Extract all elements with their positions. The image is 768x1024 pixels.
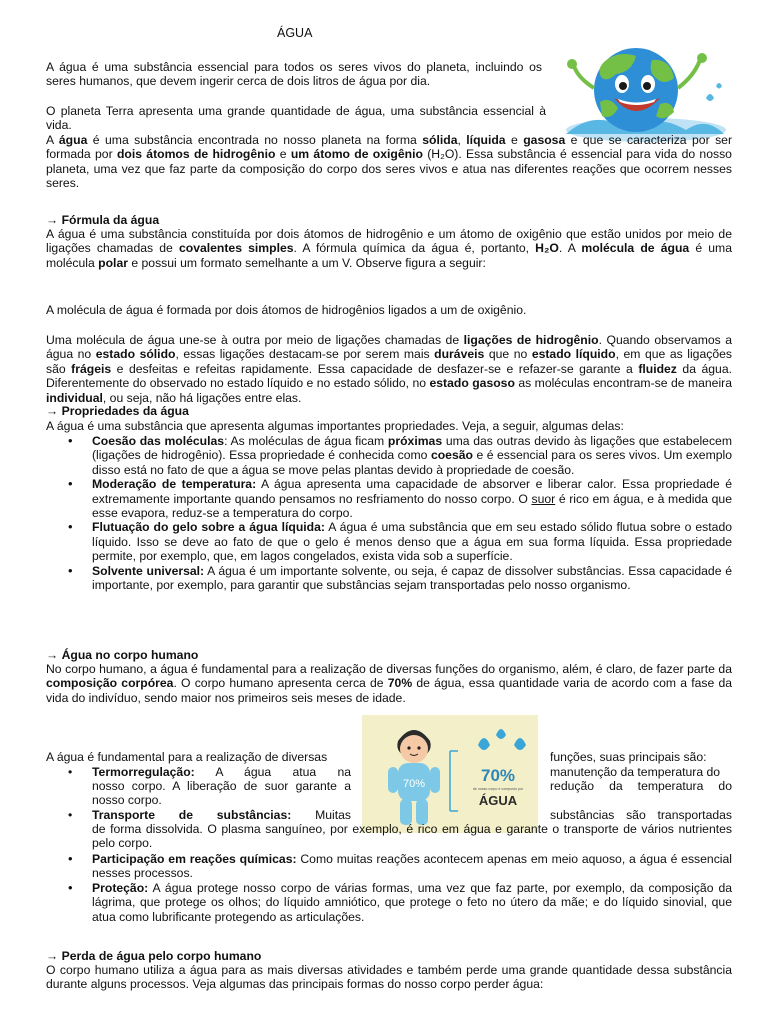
body-water-infographic [362, 715, 538, 833]
transport-rest: de forma dissolvida. O plasma sanguíneo, por exemplo, é rico em água e garante o transporte de vários nutrientes pelo corpo. [92, 822, 732, 851]
infographic-caption: de nosso corpo é composto por [472, 787, 524, 791]
thermo-line-2: nosso corpo. A liberação de suor garante a [92, 779, 351, 793]
list-item-reactions: • Participação em reações químicas: Como muitas reações acontecem apenas em meio aquoso, a água é essencial nesses processos. [46, 852, 732, 881]
thermo-line-3: nosso corpo. [92, 793, 162, 807]
intro-paragraph-1: A água é uma substância essencial para todos os seres vivos do planeta, incluindo os seres humanos, que devem ingerir cerca de dois litros de água por dia. [46, 60, 542, 89]
thermo-right-1: manutenção da temperatura do [550, 765, 721, 779]
page-title: ÁGUA [277, 26, 313, 40]
body-percent-label: 70% [402, 778, 426, 790]
thermo-line-1: Termorregulação: A água atua na [92, 765, 351, 779]
functions-intro-left: A água é fundamental para a realização de diversas [46, 750, 328, 764]
properties-intro: A água é uma substância que apresenta algumas importantes propriedades. Veja, a seguir, algumas delas: [46, 419, 624, 433]
list-item-cohesion: • Coesão das moléculas: As moléculas de água ficam próximas uma das outras devido às ligações que estabelecem (ligações de hidrogênio). Essa propriedade é conhecida como coesão e é essencial para os seres vivos. Um exemplo disso está no fato de que a água se move pelas plantas devido à propriedade de coesão. [46, 434, 732, 477]
list-item-ice: • Flutuação do gelo sobre a água líquida: A água é uma substância que em seu estado sólido flutua sobre o estado líquido. Isso se deve ao fato de que o gelo é menos denso que a água em sua forma líquida. Essa propriedade permite, por exemplo, que, em lagos congelados, exista vida sob a superfície. [46, 520, 732, 563]
loss-paragraph: O corpo humano utiliza a água para as mais diversas atividades e também perde uma grande quantidade dessa substância durante alguns processos. Veja algumas das principais formas do nosso corpo perder água: [46, 963, 732, 992]
thermo-right-2: redução da temperatura do [550, 779, 732, 793]
bullet-thermo: • [68, 765, 73, 779]
intro-paragraph-3: A água é uma substância encontrada no nosso planeta na forma sólida, líquida e gasosa e que se caracteriza por ser formada por dois átomos de hidrogênio e um átomo de oxigênio (H₂O). Essa substância é essencial para vida do nosso planeta, uma vez que faz parte da composição do corpo dos seres vivos e atua nas diferentes reações que ocorrem nesses seres. [46, 133, 733, 191]
transport-line-1: Transporte de substâncias: Muitas [92, 808, 351, 822]
section-heading-body: → Água no corpo humano [46, 648, 199, 662]
functions-list [46, 852, 732, 924]
smiling-earth-illustration [556, 38, 728, 142]
bullet-transport: • [68, 808, 73, 822]
transport-right-1: substâncias são transportadas [550, 808, 732, 822]
section-heading-loss: → Perda de água pelo corpo humano [46, 949, 262, 963]
bonds-paragraph: Uma molécula de água une-se à outra por meio de ligações chamadas de ligações de hidrogênio. Quando observamos a água no estado sólido, essas ligações destacam-se por serem mais duráveis que no estado líquido, em que as ligações são frágeis e desfeitas e refeitas rapidamente. Essa capacidade de desfazer-se e refazer-se garante a fluidez da água. Diferentemente do observado no estado líquido e no estado sólido, no estado gasoso as moléculas encontram-se de maneira individual, ou seja, não há ligações entre elas. [46, 333, 733, 405]
molecule-caption: A molécula de água é formada por dois átomos de hidrogênios ligados a um de oxigênio. [46, 303, 527, 317]
formula-paragraph: A água é uma substância constituída por dois átomos de hidrogênio e um átomo de oxigênio que estão unidos por meio de ligações chamadas de covalentes simples. A fórmula química da água é, portanto, H₂O. A molécula de água é uma molécula polar e possui um formato semelhante a um V. Observe figura a seguir: [46, 227, 732, 270]
body-paragraph: No corpo humano, a água é fundamental para a realização de diversas funções do organismo, além, é claro, de fazer parte da composição corpórea. O corpo humano apresenta cerca de 70% de água, essa quantidade varia de acordo com a fase da vida do indivíduo, sendo maior nos primeiros seis meses de idade. [46, 662, 733, 705]
list-item-protection: • Proteção: A água protege nosso corpo de várias formas, uma vez que faz parte, por exemplo, da composição da lágrima, que protege os olhos; do líquido amniótico, que protege o feto no útero da mãe; e do líquido sinovial, que atua como lubrificante protegendo as articulações. [46, 881, 732, 924]
properties-list [46, 434, 732, 592]
intro-paragraph-2: O planeta Terra apresenta uma grande quantidade de água, uma substância essencial à vida. [46, 104, 546, 133]
infographic-word: ÁGUA [478, 793, 518, 808]
list-item-solvent: • Solvente universal: A água é um importante solvente, ou seja, é capaz de dissolver substâncias. Essa capacidade é importante, por exemplo, para garantir que substâncias sejam transportadas pelo nosso organismo. [46, 564, 732, 593]
list-item-temperature: • Moderação de temperatura: A água apresenta uma capacidade de absorver e liberar calor. Essa propriedade é extremamente importante quando pensamos no resfriamento do nosso corpo. O suor é rico em água, e à medida que esse evapora, reduz-se a temperatura do corpo. [46, 477, 732, 520]
infographic-percent: 70% [480, 766, 516, 785]
functions-intro-right: funções, suas principais são: [550, 750, 707, 764]
section-heading-properties: → Propriedades da água [46, 404, 189, 418]
section-heading-formula: → Fórmula da água [46, 213, 160, 227]
